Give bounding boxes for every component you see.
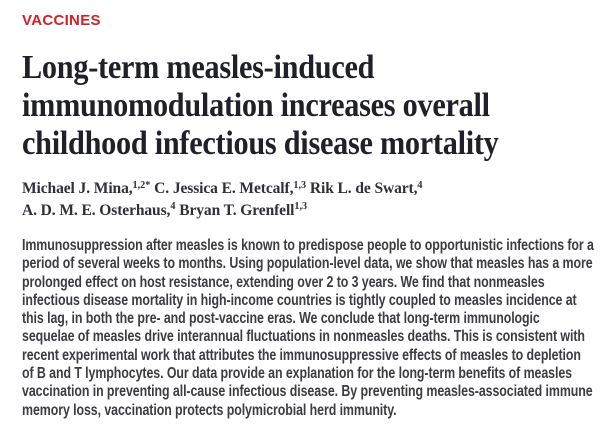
title-line-3: childhood infectious disease mortality bbox=[22, 125, 499, 162]
author-name: A. D. M. E. Osterhaus, bbox=[22, 201, 171, 219]
author-affiliation-marks: 4 bbox=[417, 179, 423, 191]
abstract-text: Immunosuppression after measles is known to predispose people to opportunistic infections for a period of several weeks to months. Using population-level data, we show that measles has a more prolonged effect on host resistance, extending over 2 to 3 years. We find that nonmeasles infectious disease mortality in high-income countries is tightly coupled to measles incidence at this lag, in both the pre- and post-vaccine eras. We conclude that long-term immunologic sequelae of measles drive interannual fluctuations in nonmeasles deaths. This is consistent with recent experimental work that attributes the immunosuppressive effects of measles to depletion of B and T lymphocytes. Our data provide an explanation for the long-term benefits of measles vaccination in preventing all-cause infectious disease. By preventing measles-associated immune memory loss, vaccination protects polymicrobial herd immunity. bbox=[22, 237, 594, 419]
author-affiliation-marks: 1,3 bbox=[294, 201, 308, 212]
author-name: Michael J. Mina, bbox=[22, 180, 133, 197]
author-line-2 bbox=[22, 200, 612, 222]
author-name: Rik L. de Swart, bbox=[306, 180, 418, 197]
title-line-1: Long-term measles-induced bbox=[22, 49, 375, 86]
author-affiliation-marks: 1,3 bbox=[293, 179, 307, 191]
title-line-2: immunomodulation increases overall bbox=[22, 87, 490, 124]
section-kicker: VACCINES bbox=[22, 12, 101, 29]
author-line-1 bbox=[22, 178, 612, 200]
author-name: C. Jessica E. Metcalf, bbox=[150, 180, 294, 197]
author-affiliation-marks: 4 bbox=[170, 201, 176, 212]
article-title bbox=[22, 49, 611, 163]
author-list bbox=[22, 178, 612, 221]
author-affiliation-marks: 1,2* bbox=[132, 179, 151, 191]
author-name: Bryan T. Grenfell bbox=[175, 201, 295, 219]
